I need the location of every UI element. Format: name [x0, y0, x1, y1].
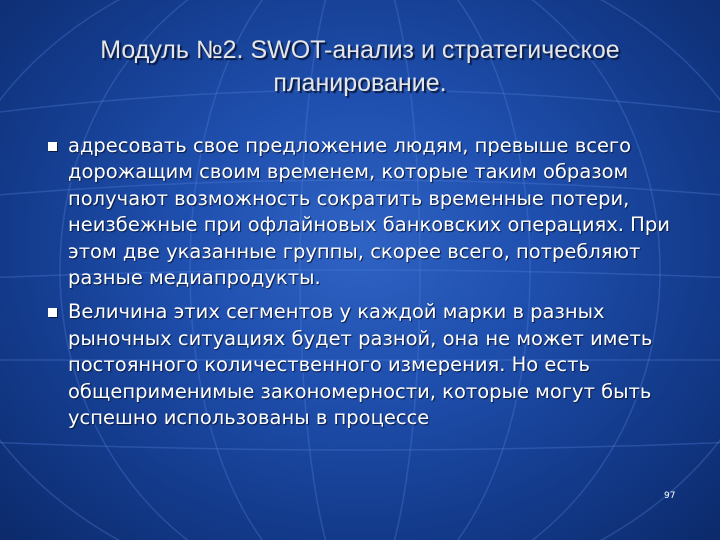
page-number: 97	[664, 491, 676, 501]
slide-title-line-2: планирование.	[273, 69, 447, 97]
bullet-item	[48, 299, 688, 431]
bullet-text: адресовать свое предложение людям, превыше всего дорожащим своим временем, которые таким образом получают возможность сократить временные потери, неизбежные при офлайновых банковских операциях. При этом две указанные группы, скорее всего, потребляют разные медиапродукты.	[68, 134, 670, 290]
slide-title-line-1: Модуль №2. SWOT-анализ и стратегическое	[100, 36, 620, 64]
slide-title	[40, 34, 680, 100]
square-bullet-icon	[48, 308, 57, 317]
bullet-list	[48, 133, 688, 439]
bullet-text: Величина этих сегментов у каждой марки в разных рыночных ситуациях будет разной, она не может иметь постоянного количественного измерения. Но есть общеприменимые закономерности, которые могут быть успешно использованы в процессе	[68, 300, 653, 430]
square-bullet-icon	[48, 142, 57, 151]
bullet-item	[48, 133, 688, 291]
